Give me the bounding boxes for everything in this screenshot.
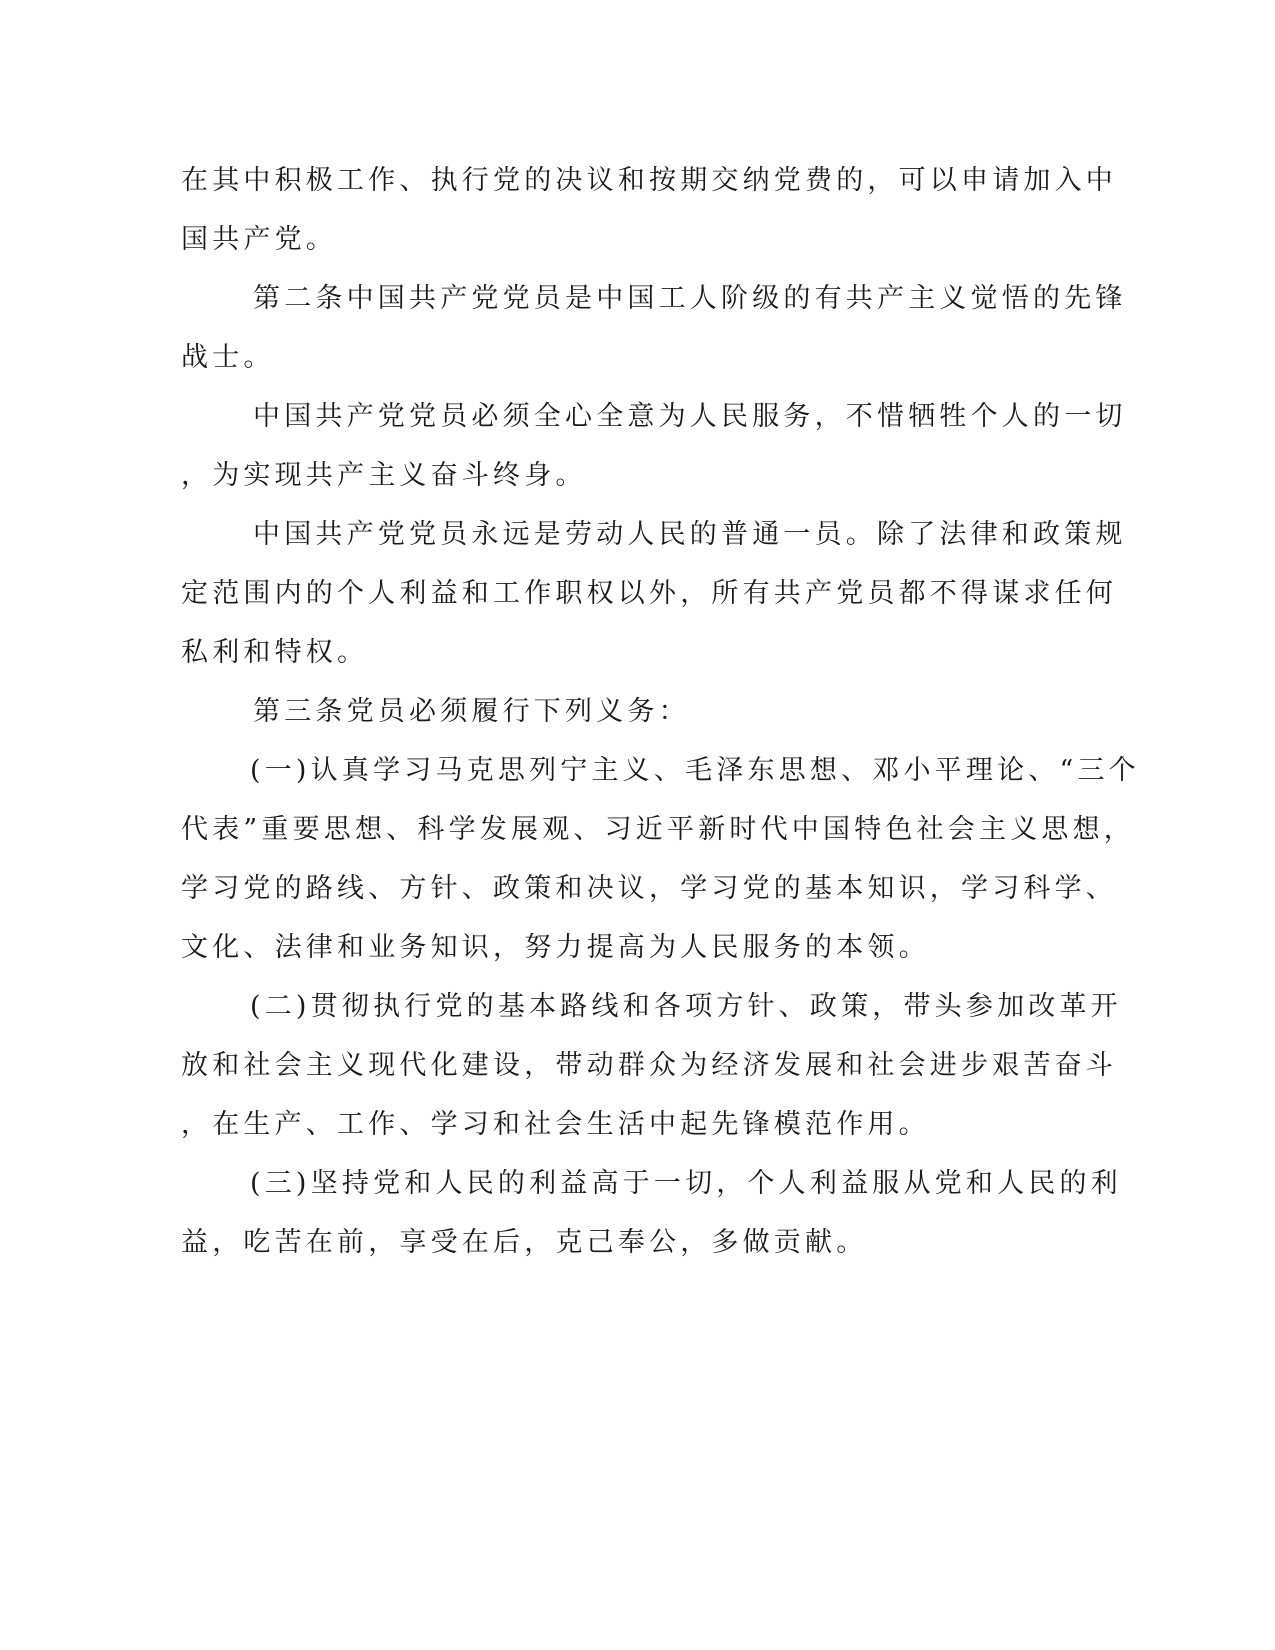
text-line: 放和社会主义现代化建设，带动群众为经济发展和社会进步艰苦奋斗 [181, 1050, 1117, 1081]
text-line: (三)坚持党和人民的利益高于一切，个人利益服从党和人民的利 [250, 1168, 1122, 1199]
text-line: (一)认真学习马克思列宁主义、毛泽东思想、邓小平理论、“三个 [250, 755, 1140, 786]
text-line: 益，吃苦在前，享受在后，克己奉公，多做贡献。 [181, 1227, 868, 1258]
text-line: 国共产党。 [181, 224, 337, 255]
text-line: 战士。 [181, 342, 275, 373]
text-line: 文化、法律和业务知识，努力提高为人民服务的本领。 [181, 932, 930, 963]
text-line: (二)贯彻执行党的基本路线和各项方针、政策，带头参加改革开 [250, 991, 1122, 1022]
text-line: ，在生产、工作、学习和社会生活中起先锋模范作用。 [181, 1109, 930, 1140]
text-line: 代表”重要思想、科学发展观、习近平新时代中国特色社会主义思想， [181, 814, 1136, 845]
text-line: 在其中积极工作、执行党的决议和按期交纳党费的，可以申请加入中 [181, 165, 1117, 196]
text-line: 中国共产党党员永远是劳动人民的普通一员。除了法律和政策规 [253, 519, 1127, 550]
text-line: 第二条中国共产党党员是中国工人阶级的有共产主义觉悟的先锋 [253, 283, 1127, 314]
text-line: 中国共产党党员必须全心全意为人民服务，不惜牺牲个人的一切 [253, 401, 1127, 432]
text-line: 定范围内的个人利益和工作职权以外，所有共产党员都不得谋求任何 [181, 578, 1117, 609]
text-line: 私利和特权。 [181, 637, 369, 668]
text-line: ，为实现共产主义奋斗终身。 [181, 460, 587, 491]
text-line: 第三条党员必须履行下列义务： [253, 696, 690, 727]
text-line: 学习党的路线、方针、政策和决议，学习党的基本知识，学习科学、 [181, 873, 1117, 904]
